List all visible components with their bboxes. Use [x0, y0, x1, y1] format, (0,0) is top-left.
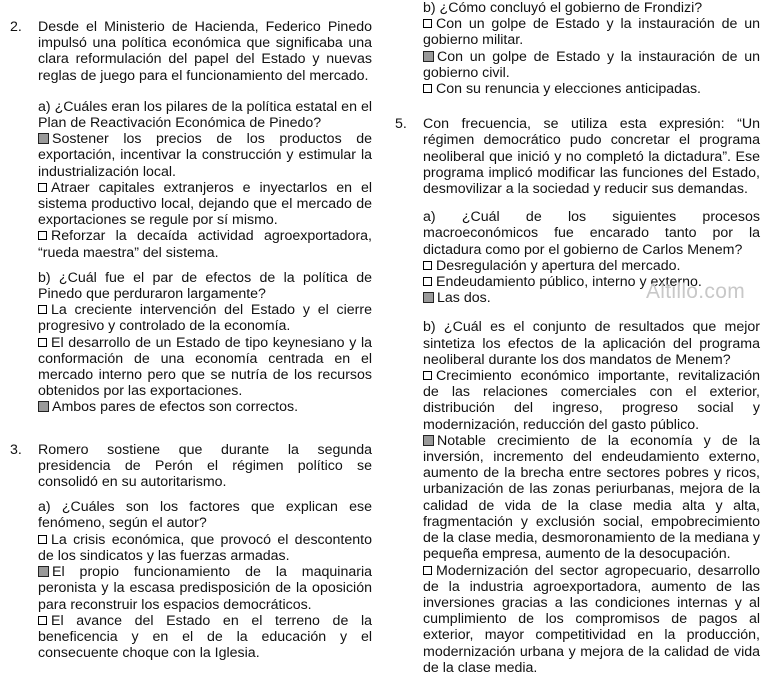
checkbox-checked-icon[interactable]	[38, 133, 49, 144]
checkbox-checked-icon[interactable]	[38, 566, 49, 577]
checkbox-empty-icon[interactable]	[38, 183, 47, 192]
option-text: Notable crecimiento de la economía y de la inversión, incremento del endeudamiento externo, aumento de la brecha entre sectores pobres y ricos, urbanización de las zonas periurbanas, mejora de la calidad de vida de la clase media alta y alta, fragmentación y exclusión social, empobrecimiento de la clase media, desmoronamiento de la mediana y pequeña empresa, aumento de la desocupación.	[423, 432, 760, 563]
option-text: Modernización del sector agropecuario, desarrollo de la industria agroexportadora, aumento de las inversiones gracias a las condiciones internas y al cumplimiento de los compromisos de pagos al exterior, mayor competitividad en la producción, modernización urbana y mejora de la calidad de vida de la clase media.	[423, 562, 760, 676]
answer-option[interactable]	[38, 335, 372, 400]
option-text: Las dos.	[437, 290, 491, 307]
checkbox-empty-icon[interactable]	[423, 261, 432, 270]
sub-question-prompt: a) ¿Cuáles son los factores que explican ese fenómeno, según el autor?	[38, 499, 372, 532]
option-text: Ambos pares de efectos son correctos.	[52, 399, 299, 416]
answer-option[interactable]	[423, 368, 760, 433]
question-4b	[395, 0, 760, 97]
option-text: El propio funcionamiento de la maquinaria peronista y la escasa predisposición de la oposición para reconstruir los espacios democráticos.	[38, 564, 372, 613]
option-text: Con su renuncia y elecciones anticipadas.	[436, 81, 701, 98]
answer-option[interactable]	[38, 180, 372, 229]
question-stem: Romero sostiene que durante la segunda presidencia de Perón el régimen político se consolidó en su autoritarismo.	[38, 441, 372, 491]
answer-option[interactable]	[423, 81, 760, 97]
question-5	[395, 116, 760, 676]
option-text: Reforzar la decaída actividad agroexportadora, “rueda maestra” del sistema.	[38, 228, 372, 261]
answer-option[interactable]	[38, 564, 372, 613]
question-stem: Desde el Ministerio de Hacienda, Federico Pinedo impulsó una política económica que significaba una clara reformulación del papel del Estado y nuevas reglas de juego para el funcionamiento del mercado.	[38, 19, 372, 84]
question-3	[10, 442, 372, 662]
sub-question-prompt: a) ¿Cuál de los siguientes procesos macroeconómicos fue encarado tanto por la dictadura como por el gobierno de Carlos Menem?	[423, 209, 760, 258]
answer-option[interactable]	[423, 433, 760, 563]
option-text: Con un golpe de Estado y la instauración de un gobierno civil.	[423, 48, 760, 81]
answer-option[interactable]	[423, 16, 760, 48]
watermark: Altillo.com	[646, 280, 745, 303]
answer-option[interactable]	[38, 613, 372, 662]
answer-option[interactable]	[38, 131, 372, 180]
checkbox-empty-icon[interactable]	[423, 84, 432, 93]
checkbox-empty-icon[interactable]	[423, 566, 432, 575]
option-text: El avance del Estado en el terreno de la beneficencia y en el de la educación y el consecuente choque con la Iglesia.	[38, 612, 372, 662]
checkbox-checked-icon[interactable]	[423, 292, 434, 303]
option-text: Sostener los precios de los productos de exportación, incentivar la construcción y estimular la industrialización local.	[38, 131, 372, 180]
checkbox-empty-icon[interactable]	[38, 338, 47, 347]
answer-option[interactable]	[423, 563, 760, 676]
checkbox-empty-icon[interactable]	[423, 19, 432, 28]
answer-option[interactable]	[38, 399, 372, 415]
left-column	[10, 0, 372, 661]
checkbox-empty-icon[interactable]	[38, 231, 47, 240]
answer-option[interactable]	[38, 532, 372, 564]
checkbox-empty-icon[interactable]	[38, 616, 47, 625]
sub-question-prompt: b) ¿Cuál fue el par de efectos de la política de Pinedo que perduraron largamente?	[38, 269, 372, 303]
option-text: Atraer capitales extranjeros e inyectarlos en el sistema productivo local, dejando que el mercado de exportaciones se regule por sí mismo.	[38, 179, 372, 229]
checkbox-checked-icon[interactable]	[423, 51, 434, 62]
answer-option[interactable]	[423, 258, 760, 274]
option-text: Endeudamiento público, interno y externo.	[436, 274, 702, 291]
option-text: Desregulación y apertura del mercado.	[436, 257, 681, 274]
checkbox-empty-icon[interactable]	[423, 371, 432, 380]
sub-question-prompt: b) ¿Cómo concluyó el gobierno de Frondizi?	[423, 0, 703, 16]
option-text: La crisis económica, que provocó el descontento de los sindicatos y las fuerzas armadas.	[38, 531, 372, 564]
question-2	[10, 19, 372, 416]
sub-question-prompt: b) ¿Cuál es el conjunto de resultados que mejor sintetiza los efectos de la aplicación del programa neoliberal durante los dos mandatos de Menem?	[423, 319, 760, 368]
question-number: 3.	[10, 441, 22, 458]
answer-option[interactable]	[38, 302, 372, 334]
checkbox-checked-icon[interactable]	[423, 435, 434, 446]
option-text: El desarrollo de un Estado de tipo keynesiano y la conformación de una economía centrada en el mercado interno pero que se nutría de los recursos obtenidos por las exportaciones.	[38, 334, 372, 400]
answer-option[interactable]	[423, 49, 760, 81]
sub-question-prompt: a) ¿Cuáles eran los pilares de la política estatal en el Plan de Reactivación Económica de Pinedo?	[38, 98, 372, 132]
checkbox-empty-icon[interactable]	[38, 305, 47, 314]
question-number: 2.	[10, 19, 22, 35]
question-number: 5.	[395, 116, 407, 133]
right-column	[395, 0, 760, 676]
checkbox-empty-icon[interactable]	[423, 277, 432, 286]
option-text: Crecimiento económico importante, revitalización de las relaciones comerciales con el exterior, distribución del ingreso, progreso social y modernización, reducción del gasto público.	[423, 368, 760, 433]
option-text: La creciente intervención del Estado y el cierre progresivo y controlado de la economía.	[38, 302, 372, 335]
option-text: Con un golpe de Estado y la instauración de un gobierno militar.	[423, 16, 760, 49]
checkbox-empty-icon[interactable]	[38, 535, 47, 544]
checkbox-checked-icon[interactable]	[38, 401, 49, 412]
answer-option[interactable]	[38, 228, 372, 260]
question-stem: Con frecuencia, se utiliza esta expresión: “Un régimen democrático pudo concretar el programa neoliberal que inició y no completó la dictadura”. Ese programa implicó modificar las funciones del Estado, desmovilizar a la sociedad y reducir sus demandas.	[423, 116, 760, 198]
